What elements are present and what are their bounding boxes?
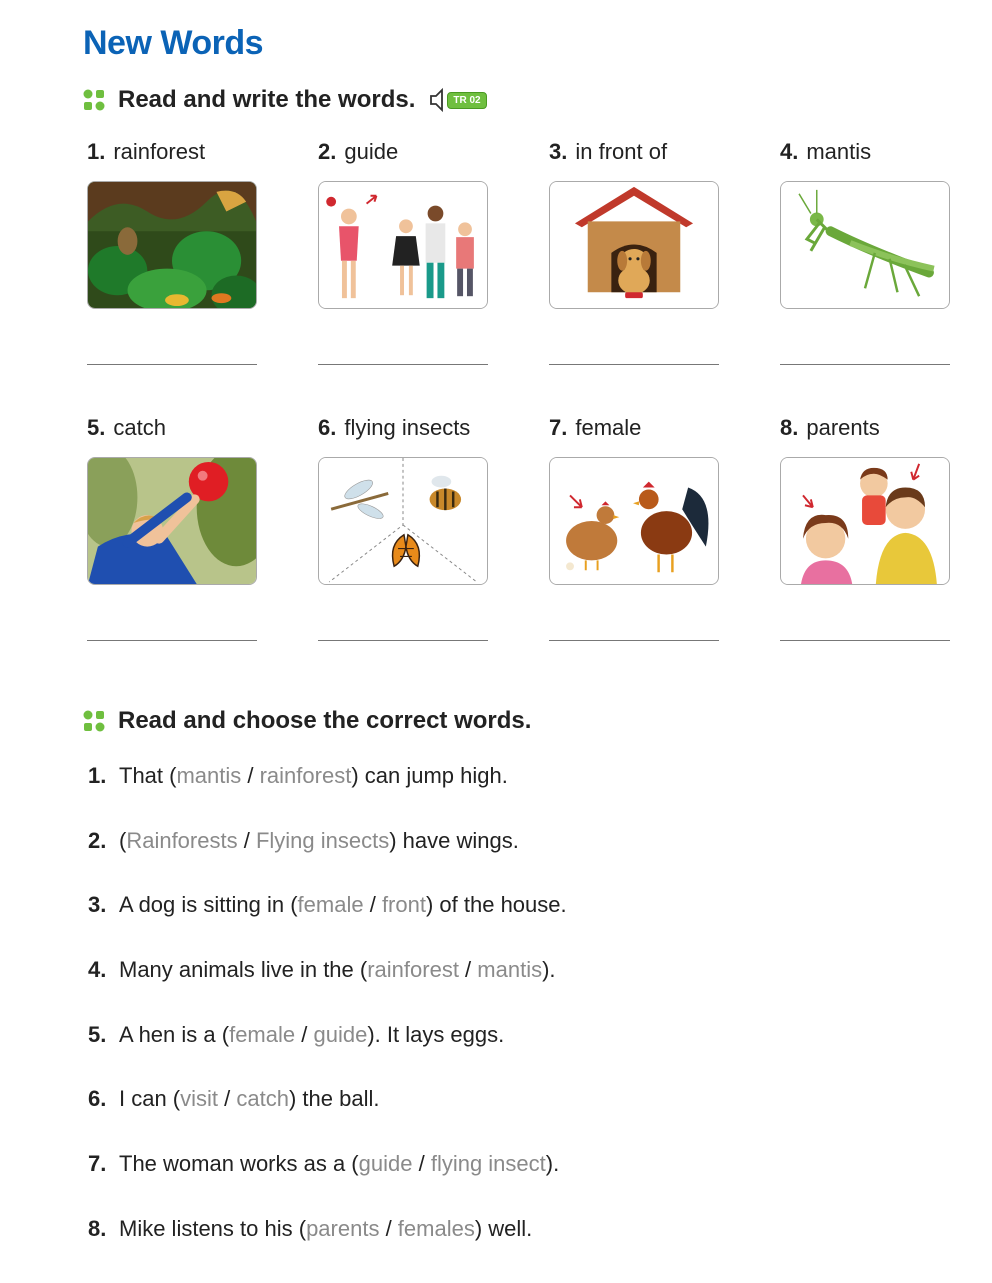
- vocab-label: 3. in front of: [549, 139, 668, 164]
- answer-line[interactable]: [318, 363, 488, 365]
- dog-house-image: [549, 181, 719, 309]
- section-heading-text: Read and write the words.: [118, 86, 416, 113]
- chickens-image: [549, 457, 719, 585]
- option-a[interactable]: visit: [180, 1086, 219, 1112]
- answer-line[interactable]: [87, 363, 257, 365]
- vocab-card: [87, 415, 257, 641]
- option-a[interactable]: female: [297, 892, 364, 918]
- option-b[interactable]: front: [381, 892, 426, 918]
- vocab-label: 6. flying insects: [318, 415, 471, 440]
- answer-line[interactable]: [318, 639, 488, 641]
- mantis-image: [780, 181, 950, 309]
- option-b[interactable]: guide: [313, 1021, 368, 1047]
- sentence-item: 5. A hen is a (female / guide). It lays eggs.: [88, 1021, 505, 1047]
- vocab-card: [318, 139, 488, 365]
- option-b[interactable]: mantis: [477, 957, 543, 983]
- insects-image: [318, 457, 488, 585]
- sentence-item: 4. Many animals live in the (rainforest / mantis).: [88, 957, 556, 983]
- sentence-list: [88, 763, 567, 1281]
- option-a[interactable]: guide: [358, 1151, 413, 1177]
- answer-line[interactable]: [780, 639, 950, 641]
- sentence-item: 2. (Rainforests / Flying insects) have wings.: [88, 827, 519, 853]
- catch-ball-image: [87, 457, 257, 585]
- vocab-label: 4. mantis: [780, 139, 872, 164]
- sentence-item: 1. That (mantis / rainforest) can jump high.: [88, 763, 508, 788]
- sentence-item: 3. A dog is sitting in (female / front) of the house.: [88, 892, 567, 918]
- vocab-label: 2. guide: [318, 139, 399, 164]
- option-b[interactable]: females: [397, 1215, 475, 1241]
- option-a[interactable]: Rainforests: [126, 827, 238, 853]
- page-title: New Words: [83, 24, 264, 62]
- vocab-card: [87, 139, 257, 365]
- exercise-icon: [82, 88, 106, 112]
- section-heading-write: [82, 86, 487, 114]
- option-b[interactable]: flying insect: [430, 1151, 546, 1177]
- vocab-card: [318, 415, 488, 641]
- section-heading-text: Read and choose the correct words.: [118, 707, 532, 734]
- vocab-label: 7. female: [549, 415, 642, 440]
- answer-line[interactable]: [780, 363, 950, 365]
- vocab-label: 8. parents: [780, 415, 880, 440]
- exercise-icon: [82, 709, 106, 733]
- vocab-card: [780, 139, 950, 365]
- speaker-icon: [429, 87, 445, 113]
- option-b[interactable]: catch: [236, 1086, 289, 1112]
- vocab-label: 1. rainforest: [87, 139, 206, 164]
- family-image: [780, 457, 950, 585]
- option-a[interactable]: parents: [306, 1215, 380, 1241]
- section-heading-choose: [82, 707, 531, 735]
- sentence-item: 7. The woman works as a (guide / flying insect).: [88, 1151, 560, 1177]
- vocab-card: [549, 139, 719, 365]
- sentence-item: 6. I can (visit / catch) the ball.: [88, 1086, 380, 1112]
- audio-track-button[interactable]: [429, 87, 486, 113]
- answer-line[interactable]: [87, 639, 257, 641]
- option-a[interactable]: female: [229, 1021, 296, 1047]
- option-a[interactable]: mantis: [176, 763, 242, 788]
- option-a[interactable]: rainforest: [367, 957, 459, 983]
- sentence-item: 8. Mike listens to his (parents / females) well.: [88, 1215, 533, 1241]
- answer-line[interactable]: [549, 363, 719, 365]
- option-b[interactable]: Flying insects: [255, 827, 390, 853]
- guide-image: [318, 181, 488, 309]
- answer-line[interactable]: [549, 639, 719, 641]
- rainforest-image: [87, 181, 257, 309]
- track-label: TR 02: [447, 92, 486, 109]
- vocab-card: [780, 415, 950, 641]
- vocab-label: 5. catch: [87, 415, 166, 440]
- option-b[interactable]: rainforest: [259, 763, 352, 788]
- vocab-card: [549, 415, 719, 641]
